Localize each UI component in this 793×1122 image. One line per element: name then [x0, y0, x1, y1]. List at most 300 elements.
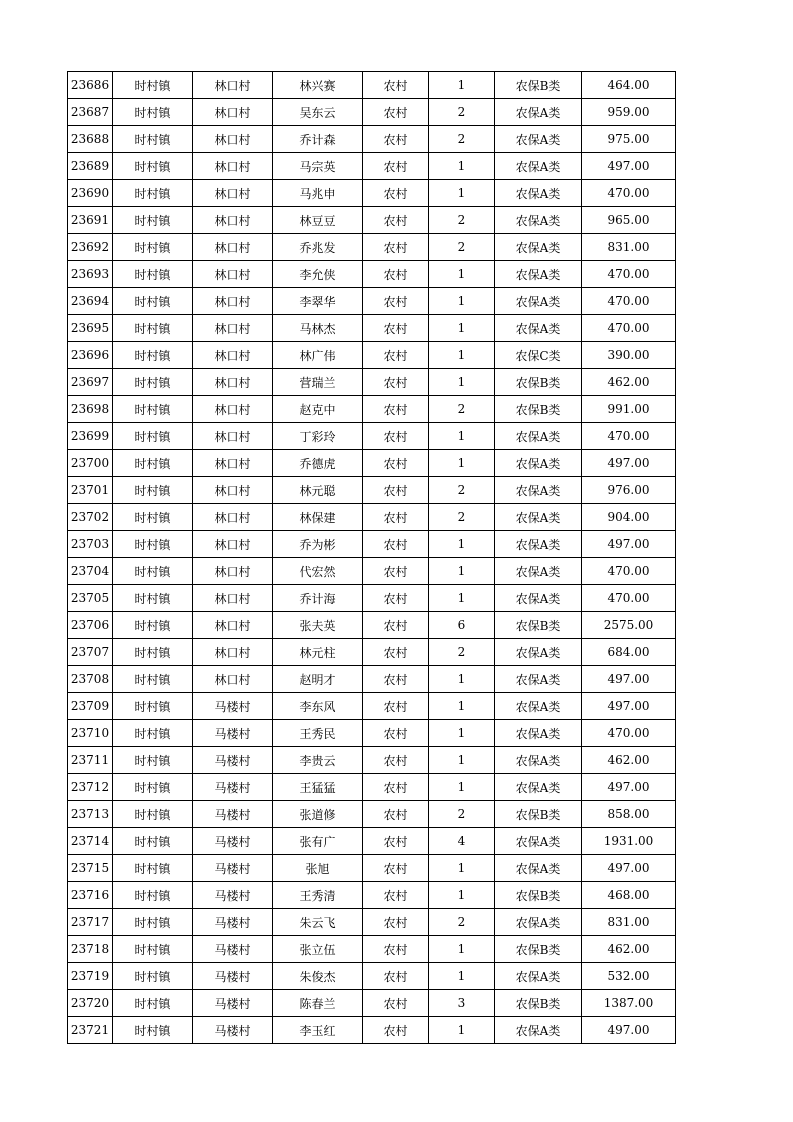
household-type-cell: 农村	[363, 936, 429, 963]
member-count-cell: 2	[429, 909, 495, 936]
name-cell: 林广伟	[273, 342, 363, 369]
member-count-cell: 4	[429, 828, 495, 855]
name-cell: 代宏然	[273, 558, 363, 585]
amount-cell: 497.00	[582, 450, 676, 477]
town-cell: 时村镇	[113, 666, 193, 693]
table-row	[68, 423, 676, 450]
table-row	[68, 747, 676, 774]
village-cell: 林口村	[193, 261, 273, 288]
serial-cell: 23701	[68, 477, 113, 504]
household-type-cell: 农村	[363, 882, 429, 909]
village-cell: 林口村	[193, 342, 273, 369]
village-cell: 马楼村	[193, 747, 273, 774]
town-cell: 时村镇	[113, 477, 193, 504]
town-cell: 时村镇	[113, 99, 193, 126]
household-type-cell: 农村	[363, 207, 429, 234]
table-row	[68, 126, 676, 153]
household-type-cell: 农村	[363, 774, 429, 801]
amount-cell: 497.00	[582, 153, 676, 180]
amount-cell: 1387.00	[582, 990, 676, 1017]
table-row	[68, 261, 676, 288]
name-cell: 张夫英	[273, 612, 363, 639]
serial-cell: 23686	[68, 72, 113, 99]
amount-cell: 462.00	[582, 369, 676, 396]
serial-cell: 23697	[68, 369, 113, 396]
household-type-cell: 农村	[363, 342, 429, 369]
amount-cell: 684.00	[582, 639, 676, 666]
name-cell: 乔计海	[273, 585, 363, 612]
village-cell: 林口村	[193, 396, 273, 423]
household-type-cell: 农村	[363, 369, 429, 396]
member-count-cell: 1	[429, 558, 495, 585]
village-cell: 林口村	[193, 99, 273, 126]
amount-cell: 470.00	[582, 558, 676, 585]
household-type-cell: 农村	[363, 639, 429, 666]
category-cell: 农保A类	[495, 747, 582, 774]
table-row	[68, 207, 676, 234]
table-row	[68, 315, 676, 342]
table-row	[68, 801, 676, 828]
name-cell: 马宗英	[273, 153, 363, 180]
name-cell: 林豆豆	[273, 207, 363, 234]
category-cell: 农保A类	[495, 261, 582, 288]
category-cell: 农保A类	[495, 153, 582, 180]
household-type-cell: 农村	[363, 126, 429, 153]
amount-cell: 532.00	[582, 963, 676, 990]
category-cell: 农保A类	[495, 828, 582, 855]
household-type-cell: 农村	[363, 423, 429, 450]
town-cell: 时村镇	[113, 1017, 193, 1044]
village-cell: 林口村	[193, 639, 273, 666]
name-cell: 张道修	[273, 801, 363, 828]
amount-cell: 497.00	[582, 666, 676, 693]
household-type-cell: 农村	[363, 315, 429, 342]
member-count-cell: 2	[429, 801, 495, 828]
table-row	[68, 639, 676, 666]
category-cell: 农保A类	[495, 423, 582, 450]
serial-cell: 23690	[68, 180, 113, 207]
household-type-cell: 农村	[363, 828, 429, 855]
category-cell: 农保C类	[495, 342, 582, 369]
member-count-cell: 1	[429, 180, 495, 207]
household-type-cell: 农村	[363, 234, 429, 261]
household-type-cell: 农村	[363, 504, 429, 531]
category-cell: 农保A类	[495, 558, 582, 585]
name-cell: 林元聪	[273, 477, 363, 504]
name-cell: 林兴赛	[273, 72, 363, 99]
amount-cell: 470.00	[582, 423, 676, 450]
table-row	[68, 72, 676, 99]
member-count-cell: 1	[429, 1017, 495, 1044]
village-cell: 林口村	[193, 126, 273, 153]
category-cell: 农保A类	[495, 207, 582, 234]
amount-cell: 470.00	[582, 180, 676, 207]
category-cell: 农保B类	[495, 936, 582, 963]
village-cell: 林口村	[193, 153, 273, 180]
name-cell: 张旭	[273, 855, 363, 882]
name-cell: 营瑞兰	[273, 369, 363, 396]
town-cell: 时村镇	[113, 612, 193, 639]
serial-cell: 23710	[68, 720, 113, 747]
village-cell: 马楼村	[193, 936, 273, 963]
village-cell: 林口村	[193, 315, 273, 342]
category-cell: 农保A类	[495, 1017, 582, 1044]
serial-cell: 23691	[68, 207, 113, 234]
town-cell: 时村镇	[113, 234, 193, 261]
table-row	[68, 477, 676, 504]
household-type-cell: 农村	[363, 720, 429, 747]
table-row	[68, 936, 676, 963]
town-cell: 时村镇	[113, 558, 193, 585]
serial-cell: 23688	[68, 126, 113, 153]
village-cell: 马楼村	[193, 990, 273, 1017]
amount-cell: 470.00	[582, 315, 676, 342]
name-cell: 赵克中	[273, 396, 363, 423]
household-type-cell: 农村	[363, 585, 429, 612]
amount-cell: 904.00	[582, 504, 676, 531]
category-cell: 农保B类	[495, 396, 582, 423]
member-count-cell: 1	[429, 585, 495, 612]
town-cell: 时村镇	[113, 963, 193, 990]
town-cell: 时村镇	[113, 801, 193, 828]
member-count-cell: 1	[429, 72, 495, 99]
village-cell: 马楼村	[193, 882, 273, 909]
member-count-cell: 1	[429, 315, 495, 342]
member-count-cell: 2	[429, 396, 495, 423]
category-cell: 农保A类	[495, 504, 582, 531]
category-cell: 农保A类	[495, 234, 582, 261]
table-body	[68, 72, 676, 1044]
household-type-cell: 农村	[363, 1017, 429, 1044]
member-count-cell: 2	[429, 234, 495, 261]
amount-cell: 470.00	[582, 585, 676, 612]
serial-cell: 23707	[68, 639, 113, 666]
village-cell: 林口村	[193, 666, 273, 693]
town-cell: 时村镇	[113, 720, 193, 747]
member-count-cell: 1	[429, 855, 495, 882]
town-cell: 时村镇	[113, 774, 193, 801]
category-cell: 农保B类	[495, 801, 582, 828]
village-cell: 马楼村	[193, 774, 273, 801]
household-type-cell: 农村	[363, 180, 429, 207]
serial-cell: 23696	[68, 342, 113, 369]
table-row	[68, 963, 676, 990]
serial-cell: 23711	[68, 747, 113, 774]
household-type-cell: 农村	[363, 477, 429, 504]
serial-cell: 23695	[68, 315, 113, 342]
category-cell: 农保B类	[495, 882, 582, 909]
household-type-cell: 农村	[363, 558, 429, 585]
table-row	[68, 558, 676, 585]
household-type-cell: 农村	[363, 261, 429, 288]
member-count-cell: 1	[429, 423, 495, 450]
amount-cell: 462.00	[582, 936, 676, 963]
amount-cell: 497.00	[582, 855, 676, 882]
table-row	[68, 504, 676, 531]
name-cell: 朱俊杰	[273, 963, 363, 990]
serial-cell: 23700	[68, 450, 113, 477]
village-cell: 林口村	[193, 207, 273, 234]
member-count-cell: 3	[429, 990, 495, 1017]
serial-cell: 23716	[68, 882, 113, 909]
member-count-cell: 2	[429, 99, 495, 126]
table-row	[68, 450, 676, 477]
village-cell: 马楼村	[193, 909, 273, 936]
village-cell: 林口村	[193, 477, 273, 504]
serial-cell: 23692	[68, 234, 113, 261]
name-cell: 马兆申	[273, 180, 363, 207]
amount-cell: 470.00	[582, 261, 676, 288]
serial-cell: 23708	[68, 666, 113, 693]
category-cell: 农保A类	[495, 639, 582, 666]
table-row	[68, 99, 676, 126]
category-cell: 农保A类	[495, 963, 582, 990]
category-cell: 农保A类	[495, 531, 582, 558]
amount-cell: 2575.00	[582, 612, 676, 639]
serial-cell: 23714	[68, 828, 113, 855]
name-cell: 王秀民	[273, 720, 363, 747]
table-row	[68, 1017, 676, 1044]
name-cell: 李允侠	[273, 261, 363, 288]
village-cell: 林口村	[193, 234, 273, 261]
name-cell: 张立伍	[273, 936, 363, 963]
serial-cell: 23698	[68, 396, 113, 423]
member-count-cell: 1	[429, 342, 495, 369]
name-cell: 李贵云	[273, 747, 363, 774]
member-count-cell: 1	[429, 666, 495, 693]
name-cell: 李翠华	[273, 288, 363, 315]
town-cell: 时村镇	[113, 423, 193, 450]
serial-cell: 23715	[68, 855, 113, 882]
serial-cell: 23719	[68, 963, 113, 990]
village-cell: 马楼村	[193, 963, 273, 990]
town-cell: 时村镇	[113, 639, 193, 666]
village-cell: 林口村	[193, 423, 273, 450]
table-row	[68, 342, 676, 369]
amount-cell: 497.00	[582, 1017, 676, 1044]
village-cell: 林口村	[193, 450, 273, 477]
table-row	[68, 369, 676, 396]
name-cell: 乔兆发	[273, 234, 363, 261]
category-cell: 农保A类	[495, 774, 582, 801]
amount-cell: 497.00	[582, 774, 676, 801]
table-row	[68, 288, 676, 315]
town-cell: 时村镇	[113, 126, 193, 153]
village-cell: 马楼村	[193, 720, 273, 747]
serial-cell: 23718	[68, 936, 113, 963]
member-count-cell: 1	[429, 450, 495, 477]
household-type-cell: 农村	[363, 450, 429, 477]
name-cell: 王猛猛	[273, 774, 363, 801]
category-cell: 农保B类	[495, 612, 582, 639]
amount-cell: 975.00	[582, 126, 676, 153]
town-cell: 时村镇	[113, 396, 193, 423]
serial-cell: 23702	[68, 504, 113, 531]
amount-cell: 831.00	[582, 909, 676, 936]
category-cell: 农保A类	[495, 126, 582, 153]
category-cell: 农保A类	[495, 180, 582, 207]
name-cell: 赵明才	[273, 666, 363, 693]
household-type-cell: 农村	[363, 531, 429, 558]
table-row	[68, 990, 676, 1017]
serial-cell: 23721	[68, 1017, 113, 1044]
serial-cell: 23706	[68, 612, 113, 639]
name-cell: 马林杰	[273, 315, 363, 342]
member-count-cell: 2	[429, 126, 495, 153]
member-count-cell: 1	[429, 774, 495, 801]
amount-cell: 390.00	[582, 342, 676, 369]
table-row	[68, 720, 676, 747]
table-row	[68, 396, 676, 423]
town-cell: 时村镇	[113, 531, 193, 558]
town-cell: 时村镇	[113, 693, 193, 720]
name-cell: 林保建	[273, 504, 363, 531]
town-cell: 时村镇	[113, 288, 193, 315]
town-cell: 时村镇	[113, 153, 193, 180]
name-cell: 张有广	[273, 828, 363, 855]
name-cell: 丁彩玲	[273, 423, 363, 450]
serial-cell: 23694	[68, 288, 113, 315]
name-cell: 王秀清	[273, 882, 363, 909]
amount-cell: 965.00	[582, 207, 676, 234]
amount-cell: 468.00	[582, 882, 676, 909]
village-cell: 林口村	[193, 504, 273, 531]
member-count-cell: 2	[429, 207, 495, 234]
village-cell: 马楼村	[193, 693, 273, 720]
subsidy-table	[67, 71, 676, 1044]
table-row	[68, 153, 676, 180]
serial-cell: 23687	[68, 99, 113, 126]
amount-cell: 831.00	[582, 234, 676, 261]
town-cell: 时村镇	[113, 315, 193, 342]
member-count-cell: 1	[429, 153, 495, 180]
village-cell: 马楼村	[193, 1017, 273, 1044]
category-cell: 农保A类	[495, 666, 582, 693]
member-count-cell: 1	[429, 747, 495, 774]
amount-cell: 470.00	[582, 288, 676, 315]
village-cell: 林口村	[193, 180, 273, 207]
serial-cell: 23703	[68, 531, 113, 558]
table-row	[68, 909, 676, 936]
amount-cell: 497.00	[582, 531, 676, 558]
name-cell: 吴东云	[273, 99, 363, 126]
household-type-cell: 农村	[363, 990, 429, 1017]
amount-cell: 991.00	[582, 396, 676, 423]
household-type-cell: 农村	[363, 612, 429, 639]
name-cell: 陈春兰	[273, 990, 363, 1017]
town-cell: 时村镇	[113, 72, 193, 99]
table-row	[68, 666, 676, 693]
name-cell: 乔为彬	[273, 531, 363, 558]
serial-cell: 23705	[68, 585, 113, 612]
amount-cell: 470.00	[582, 720, 676, 747]
amount-cell: 959.00	[582, 99, 676, 126]
household-type-cell: 农村	[363, 693, 429, 720]
table-row	[68, 774, 676, 801]
name-cell: 林元柱	[273, 639, 363, 666]
member-count-cell: 1	[429, 288, 495, 315]
category-cell: 农保B类	[495, 369, 582, 396]
town-cell: 时村镇	[113, 504, 193, 531]
village-cell: 林口村	[193, 369, 273, 396]
category-cell: 农保A类	[495, 288, 582, 315]
town-cell: 时村镇	[113, 342, 193, 369]
town-cell: 时村镇	[113, 180, 193, 207]
serial-cell: 23712	[68, 774, 113, 801]
town-cell: 时村镇	[113, 855, 193, 882]
village-cell: 林口村	[193, 612, 273, 639]
category-cell: 农保A类	[495, 585, 582, 612]
table-row	[68, 855, 676, 882]
member-count-cell: 1	[429, 369, 495, 396]
category-cell: 农保B类	[495, 990, 582, 1017]
category-cell: 农保A类	[495, 477, 582, 504]
household-type-cell: 农村	[363, 855, 429, 882]
household-type-cell: 农村	[363, 396, 429, 423]
town-cell: 时村镇	[113, 882, 193, 909]
household-type-cell: 农村	[363, 909, 429, 936]
name-cell: 乔计森	[273, 126, 363, 153]
category-cell: 农保A类	[495, 99, 582, 126]
town-cell: 时村镇	[113, 369, 193, 396]
town-cell: 时村镇	[113, 585, 193, 612]
table-row	[68, 234, 676, 261]
member-count-cell: 2	[429, 477, 495, 504]
amount-cell: 976.00	[582, 477, 676, 504]
household-type-cell: 农村	[363, 72, 429, 99]
amount-cell: 464.00	[582, 72, 676, 99]
name-cell: 乔德虎	[273, 450, 363, 477]
village-cell: 林口村	[193, 288, 273, 315]
town-cell: 时村镇	[113, 828, 193, 855]
serial-cell: 23720	[68, 990, 113, 1017]
amount-cell: 497.00	[582, 693, 676, 720]
category-cell: 农保A类	[495, 315, 582, 342]
table-row	[68, 585, 676, 612]
amount-cell: 858.00	[582, 801, 676, 828]
household-type-cell: 农村	[363, 801, 429, 828]
household-type-cell: 农村	[363, 747, 429, 774]
member-count-cell: 2	[429, 504, 495, 531]
household-type-cell: 农村	[363, 963, 429, 990]
member-count-cell: 1	[429, 693, 495, 720]
category-cell: 农保A类	[495, 450, 582, 477]
village-cell: 马楼村	[193, 801, 273, 828]
village-cell: 林口村	[193, 531, 273, 558]
name-cell: 李东风	[273, 693, 363, 720]
table-row	[68, 612, 676, 639]
town-cell: 时村镇	[113, 747, 193, 774]
category-cell: 农保A类	[495, 855, 582, 882]
name-cell: 朱云飞	[273, 909, 363, 936]
village-cell: 林口村	[193, 72, 273, 99]
amount-cell: 1931.00	[582, 828, 676, 855]
name-cell: 李玉红	[273, 1017, 363, 1044]
member-count-cell: 1	[429, 963, 495, 990]
serial-cell: 23717	[68, 909, 113, 936]
serial-cell: 23709	[68, 693, 113, 720]
table-row	[68, 693, 676, 720]
town-cell: 时村镇	[113, 207, 193, 234]
serial-cell: 23689	[68, 153, 113, 180]
table-row	[68, 882, 676, 909]
table-row	[68, 180, 676, 207]
serial-cell: 23713	[68, 801, 113, 828]
table-row	[68, 828, 676, 855]
member-count-cell: 1	[429, 882, 495, 909]
amount-cell: 462.00	[582, 747, 676, 774]
household-type-cell: 农村	[363, 99, 429, 126]
